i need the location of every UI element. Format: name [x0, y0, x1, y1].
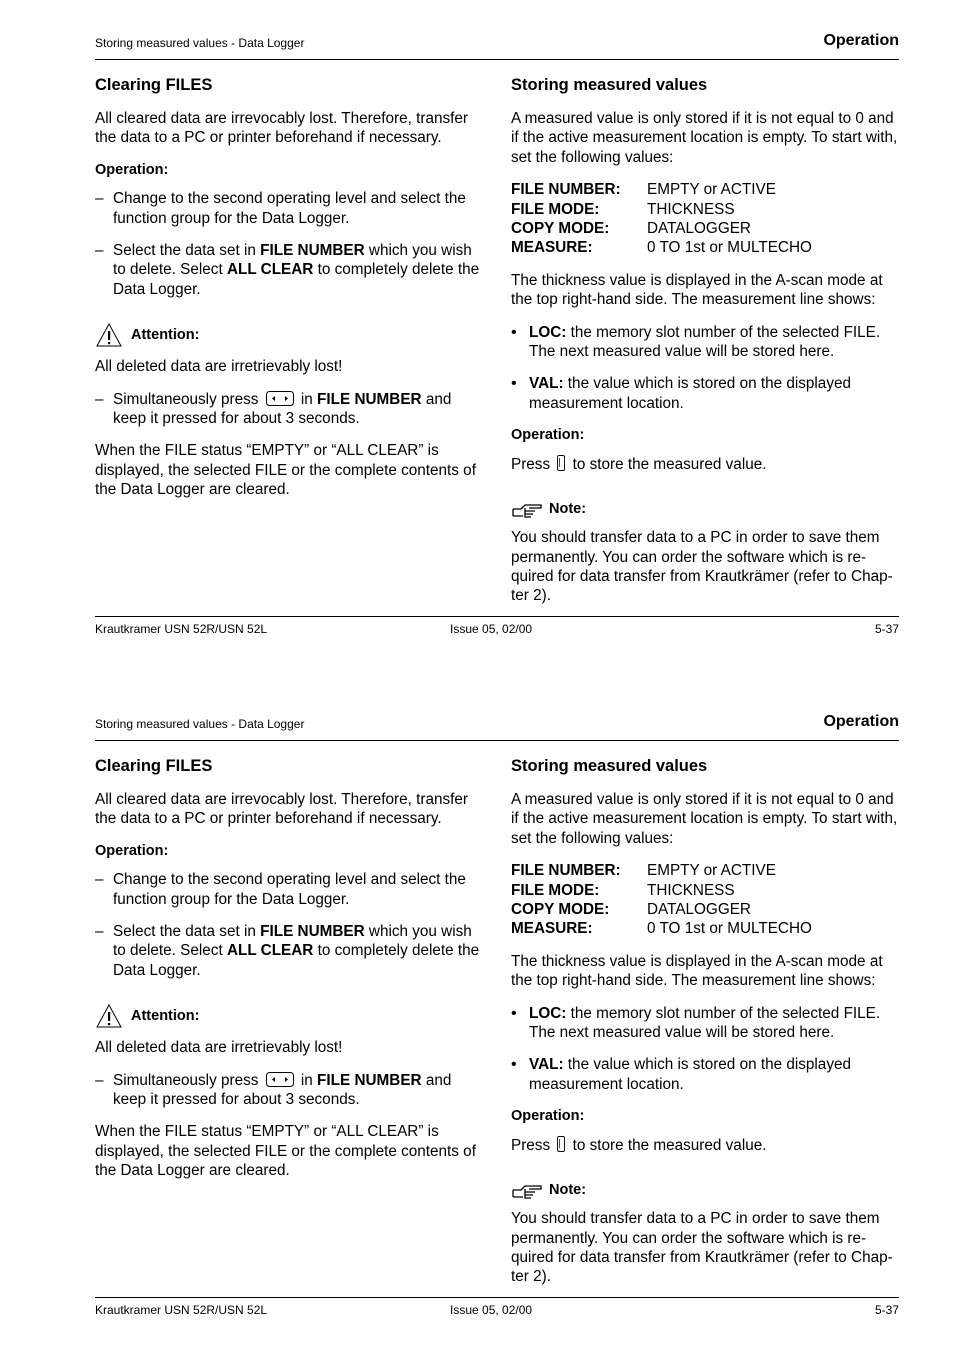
- clearing-files-heading: Clearing FILES: [95, 757, 213, 775]
- setting-key: MEASURE:: [511, 239, 593, 257]
- storing-intro: A measured value is only stored if it is not equal to 0 and if the active measurement location is empty. To start with, set the following values:: [511, 110, 898, 166]
- setting-key: FILE NUMBER:: [511, 181, 621, 199]
- warning-icon: [95, 323, 125, 347]
- left-column: [95, 75, 480, 513]
- setting-value: DATALOGGER: [647, 901, 751, 919]
- operation-label: Operation:: [511, 427, 585, 444]
- step-1: – Change to the second operating level and select the function group for the Data Logger.: [95, 871, 466, 908]
- attention-text: All deleted data are irretrievably lost!: [95, 1039, 343, 1057]
- clearing-files-heading: Clearing FILES: [95, 76, 213, 94]
- setting-value: DATALOGGER: [647, 220, 751, 238]
- footer-page-number: 5-37: [874, 622, 899, 636]
- footer-issue: Issue 05, 02/00: [450, 1303, 533, 1317]
- right-column: [511, 756, 901, 1300]
- storing-values-heading: Storing measured values: [511, 76, 708, 94]
- clearing-intro: All cleared data are irrevocably lost. Therefore, transfer the data to a PC or printer beforehand if necessary.: [95, 110, 468, 147]
- right-column: [511, 75, 901, 619]
- storing-intro: A measured value is only stored if it is not equal to 0 and if the active measurement location is empty. To start with, set the following values:: [511, 791, 898, 847]
- setting-key: FILE MODE:: [511, 200, 600, 218]
- footer-page-number: 5-37: [874, 1303, 899, 1317]
- header-chapter-title: Operation: [823, 713, 899, 730]
- footer-divider: [95, 616, 899, 617]
- pointing-hand-icon: [511, 1181, 545, 1201]
- footer-issue: Issue 05, 02/00: [450, 622, 533, 636]
- settings-table: [511, 180, 901, 258]
- thickness-text: The thickness value is displayed in the A-scan mode at the top right-hand side. The measurement line shows:: [511, 952, 883, 990]
- storing-values-heading: Storing measured values: [511, 757, 708, 775]
- operation-label: Operation:: [511, 1108, 585, 1125]
- setting-key: COPY MODE:: [511, 220, 610, 238]
- step-3: – Simultaneously press in FILE NUMBER and keep it pressed for about 3 seconds.: [95, 1071, 452, 1109]
- attention-text: All deleted data are irretrievably lost!: [95, 358, 343, 376]
- attention-block: [95, 1004, 480, 1028]
- header-section-title: Storing measured values - Data Logger: [95, 717, 305, 731]
- store-key-icon: [557, 1136, 565, 1152]
- manual-page-1: [0, 0, 954, 660]
- attention-block: [95, 323, 480, 347]
- operation-label: Operation:: [95, 842, 169, 859]
- note-block: [511, 1181, 901, 1201]
- setting-value: 0 TO 1st or MULTECHO: [647, 920, 812, 938]
- thickness-text: The thickness value is displayed in the A-scan mode at the top right-hand side. The measurement line shows:: [511, 271, 883, 309]
- footer-divider: [95, 1297, 899, 1298]
- header-divider: [95, 740, 899, 741]
- loc-bullet: • LOC: the memory slot number of the selected FILE. The next measured value will be stored here.: [511, 323, 881, 361]
- note-label: Note:: [549, 501, 587, 518]
- loc-bullet: • LOC: the memory slot number of the selected FILE. The next measured value will be stored here.: [511, 1004, 881, 1042]
- attention-label: Attention:: [131, 1007, 200, 1024]
- step-2: – Select the data set in FILE NUMBER which you wish to delete. Select ALL CLEAR to completely delete the Data Logger.: [95, 923, 480, 979]
- step-1: – Change to the second operating level and select the function group for the Data Logger.: [95, 190, 466, 227]
- header-chapter-title: Operation: [823, 32, 899, 49]
- setting-key: FILE MODE:: [511, 881, 600, 899]
- note-text: You should transfer data to a PC in order to save them permanently. You can order the software which is re-quired for data transfer from Krautkrämer (refer to Chap-ter 2).: [511, 529, 893, 605]
- footer-product: Krautkramer USN 52R/USN 52L: [95, 1303, 268, 1317]
- note-text: You should transfer data to a PC in order to save them permanently. You can order the software which is re-quired for data transfer from Krautkrämer (refer to Chap-ter 2).: [511, 1210, 893, 1286]
- settings-table: [511, 861, 901, 939]
- setting-key: FILE NUMBER:: [511, 862, 621, 880]
- setting-key: MEASURE:: [511, 920, 593, 938]
- setting-key: COPY MODE:: [511, 901, 610, 919]
- header-divider: [95, 59, 899, 60]
- step-2: – Select the data set in FILE NUMBER which you wish to delete. Select ALL CLEAR to completely delete the Data Logger.: [95, 242, 480, 298]
- pointing-hand-icon: [511, 500, 545, 520]
- left-column: [95, 756, 480, 1194]
- clearing-closing: When the FILE status “EMPTY” or “ALL CLEAR” is displayed, the selected FILE or the complete contents of the Data Logger are cleared.: [95, 442, 476, 499]
- setting-value: EMPTY or ACTIVE: [647, 862, 776, 880]
- footer-product: Krautkramer USN 52R/USN 52L: [95, 622, 268, 636]
- clearing-intro: All cleared data are irrevocably lost. Therefore, transfer the data to a PC or printer beforehand if necessary.: [95, 791, 468, 828]
- setting-value: 0 TO 1st or MULTECHO: [647, 239, 812, 257]
- store-key-icon: [557, 455, 565, 471]
- val-bullet: • VAL: the value which is stored on the displayed measurement location.: [511, 375, 851, 412]
- warning-icon: [95, 1004, 125, 1028]
- press-instruction: Press to store the measured value.: [511, 1136, 767, 1154]
- press-instruction: Press to store the measured value.: [511, 455, 767, 473]
- step-3: – Simultaneously press in FILE NUMBER and keep it pressed for about 3 seconds.: [95, 390, 452, 428]
- setting-value: THICKNESS: [647, 200, 735, 218]
- clearing-closing: When the FILE status “EMPTY” or “ALL CLEAR” is displayed, the selected FILE or the complete contents of the Data Logger are cleared.: [95, 1123, 476, 1180]
- operation-label: Operation:: [95, 161, 169, 178]
- setting-value: THICKNESS: [647, 881, 735, 899]
- note-label: Note:: [549, 1182, 587, 1199]
- val-bullet: • VAL: the value which is stored on the displayed measurement location.: [511, 1056, 851, 1093]
- setting-value: EMPTY or ACTIVE: [647, 181, 776, 199]
- arrow-key-icon: [266, 1072, 294, 1087]
- arrow-key-icon: [266, 391, 294, 406]
- manual-page-2: [0, 681, 954, 1341]
- attention-label: Attention:: [131, 326, 200, 343]
- note-block: [511, 500, 901, 520]
- header-section-title: Storing measured values - Data Logger: [95, 36, 305, 50]
